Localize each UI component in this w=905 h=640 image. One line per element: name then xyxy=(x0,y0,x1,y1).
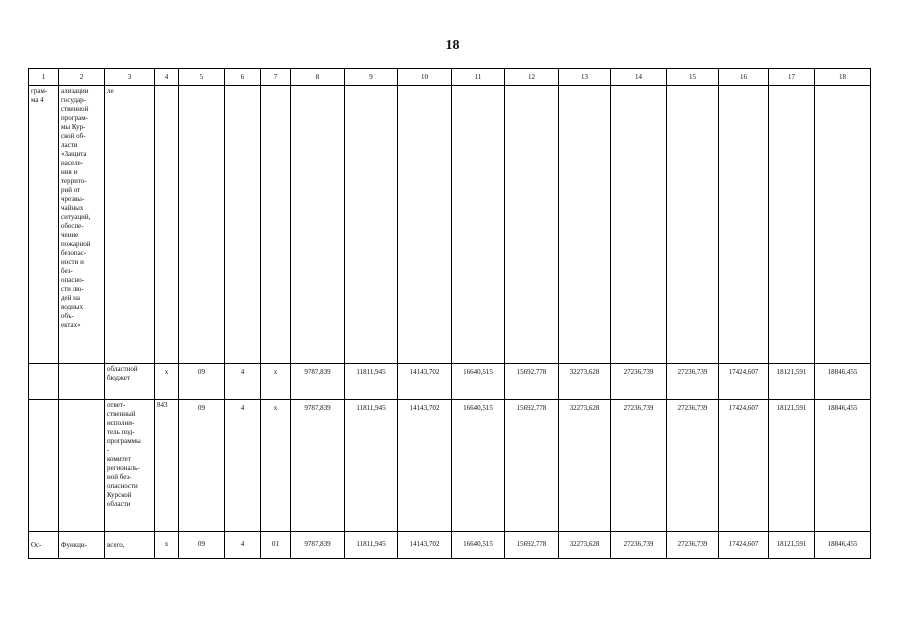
table-cell: 843 xyxy=(155,400,179,532)
table-cell xyxy=(611,86,667,364)
table-cell: ответ- ственный исполни- тель под- программы - комитет региональ- ной без- опасности Курской области xyxy=(105,400,155,532)
table-cell: 09 xyxy=(179,532,225,559)
table-cell xyxy=(179,86,225,364)
table-cell xyxy=(719,86,769,364)
table-cell xyxy=(345,86,398,364)
table-row xyxy=(29,532,871,559)
table-cell: 17424,607 xyxy=(719,364,769,400)
table-cell: 27236,739 xyxy=(611,532,667,559)
table-cell: 32273,628 xyxy=(559,532,611,559)
table-cell: 11811,945 xyxy=(345,364,398,400)
header-cell: 18 xyxy=(815,69,871,86)
table-cell: 09 xyxy=(179,364,225,400)
table-cell: 18846,455 xyxy=(815,364,871,400)
header-cell: 17 xyxy=(769,69,815,86)
table-cell: 27236,739 xyxy=(667,364,719,400)
header-cell: 2 xyxy=(59,69,105,86)
table-cell: x xyxy=(261,400,291,532)
table-cell: 32273,628 xyxy=(559,364,611,400)
table-cell: 16640,515 xyxy=(452,364,505,400)
table-cell: 17424,607 xyxy=(719,532,769,559)
table-cell: 17424,607 xyxy=(719,400,769,532)
table-cell: 27236,739 xyxy=(667,532,719,559)
header-cell: 9 xyxy=(345,69,398,86)
table-cell: 11811,945 xyxy=(345,532,398,559)
table-cell: 4 xyxy=(225,532,261,559)
table-cell xyxy=(559,86,611,364)
header-row xyxy=(29,69,871,86)
table-cell: 18846,455 xyxy=(815,532,871,559)
table-cell: 18121,591 xyxy=(769,400,815,532)
budget-table xyxy=(28,68,871,559)
table-cell: 9787,839 xyxy=(291,364,345,400)
table-cell: 4 xyxy=(225,364,261,400)
table-cell: 27236,739 xyxy=(611,400,667,532)
table-cell xyxy=(29,400,59,532)
header-cell: 6 xyxy=(225,69,261,86)
header-cell: 5 xyxy=(179,69,225,86)
table-cell: ализации государ- ственной програм- мы Кур- ской об- ласти «Защита населе- ния и террито- рий от чрезвы- чайных ситуаций, обеспе- чение пожарной безопас- ности и без- опасно- сти лю- дей на водных объ- ектах» xyxy=(59,86,105,364)
table-cell: 9787,839 xyxy=(291,400,345,532)
table-cell: Ос- xyxy=(29,532,59,559)
table-cell xyxy=(29,364,59,400)
table-cell: 18121,591 xyxy=(769,364,815,400)
table-cell: 14143,702 xyxy=(398,532,452,559)
header-cell: 7 xyxy=(261,69,291,86)
table-cell xyxy=(667,86,719,364)
table-cell: 14143,702 xyxy=(398,364,452,400)
header-cell: 12 xyxy=(505,69,559,86)
header-cell: 14 xyxy=(611,69,667,86)
header-cell: 4 xyxy=(155,69,179,86)
table-cell: 18846,455 xyxy=(815,400,871,532)
table-cell xyxy=(505,86,559,364)
table-cell: 14143,702 xyxy=(398,400,452,532)
table-cell xyxy=(291,86,345,364)
table-cell xyxy=(452,86,505,364)
table-cell xyxy=(815,86,871,364)
header-cell: 13 xyxy=(559,69,611,86)
table-cell: Функци- xyxy=(59,532,105,559)
table-cell: 11811,945 xyxy=(345,400,398,532)
table-row xyxy=(29,364,871,400)
table-cell: 32273,628 xyxy=(559,400,611,532)
table-cell: 09 xyxy=(179,400,225,532)
table-cell: всего, xyxy=(105,532,155,559)
header-cell: 10 xyxy=(398,69,452,86)
table-cell: x xyxy=(155,364,179,400)
table-cell: 16640,515 xyxy=(452,532,505,559)
page-number: 18 xyxy=(445,38,460,53)
table-cell xyxy=(59,400,105,532)
table-cell: 18121,591 xyxy=(769,532,815,559)
table-cell xyxy=(398,86,452,364)
table-cell: 9787,839 xyxy=(291,532,345,559)
header-cell: 15 xyxy=(667,69,719,86)
table-cell: 27236,739 xyxy=(611,364,667,400)
table-cell: 15692,778 xyxy=(505,400,559,532)
table-cell: областной бюджет xyxy=(105,364,155,400)
table-row xyxy=(29,86,871,364)
table-cell xyxy=(59,364,105,400)
table-cell: 01 xyxy=(261,532,291,559)
table-cell: грам- ма 4 xyxy=(29,86,59,364)
table-cell: 15692,778 xyxy=(505,532,559,559)
table-cell: x xyxy=(155,532,179,559)
header-cell: 3 xyxy=(105,69,155,86)
table-row xyxy=(29,400,871,532)
table-cell xyxy=(155,86,179,364)
table-cell xyxy=(769,86,815,364)
header-cell: 11 xyxy=(452,69,505,86)
table-cell: x xyxy=(261,364,291,400)
table-cell: 4 xyxy=(225,400,261,532)
table-cell: ле xyxy=(105,86,155,364)
table-cell xyxy=(261,86,291,364)
table-cell: 16640,515 xyxy=(452,400,505,532)
table-cell: 15692,778 xyxy=(505,364,559,400)
table-cell: 27236,739 xyxy=(667,400,719,532)
header-cell: 8 xyxy=(291,69,345,86)
table-cell xyxy=(225,86,261,364)
header-cell: 16 xyxy=(719,69,769,86)
header-cell: 1 xyxy=(29,69,59,86)
